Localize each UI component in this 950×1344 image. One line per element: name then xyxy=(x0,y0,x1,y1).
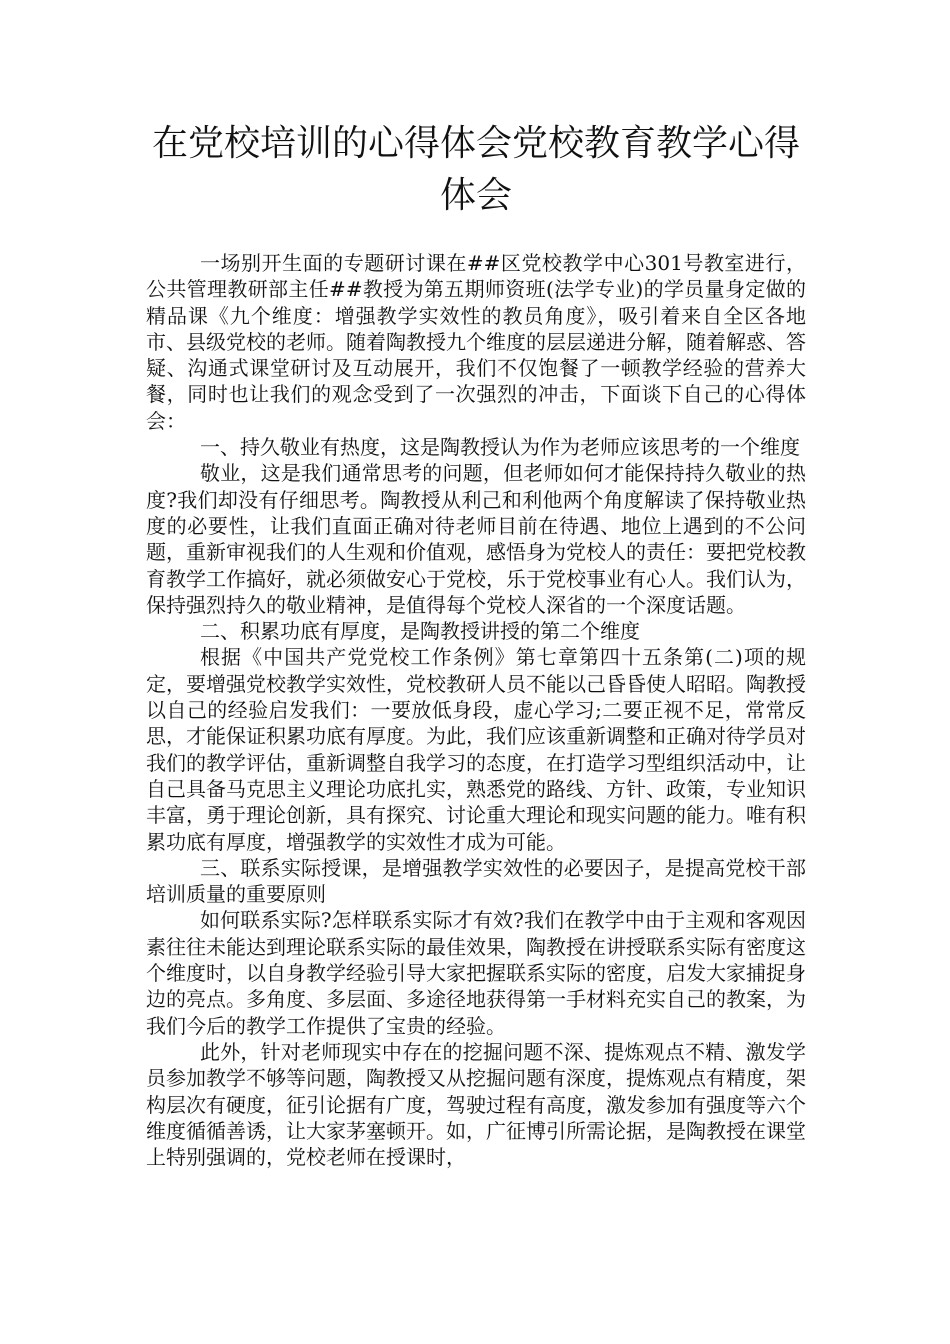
closing-paragraph: 此外，针对老师现实中存在的挖掘问题不深、提炼观点不精、激发学员参加教学不够等问题，陶教授又从挖掘问题有深度，提炼观点有精度，架构层次有硬度，征引论据有广度，驾驶过程有高度，激发参加有强度等六个维度循循善诱，让大家茅塞顿开。如，广征博引所需论据，是陶教授在课堂上特别强调的，党校老师在授课时， xyxy=(146,1039,806,1170)
intro-paragraph: 一场别开生面的专题研讨课在##区党校教学中心301号教室进行，公共管理教研部主任##教授为第五期师资班(法学专业)的学员量身定做的精品课《九个维度：增强教学实效性的教员角度》，吸引着来自全区各地市、县级党校的老师。随着陶教授九个维度的层层递进分解，随着解惑、答疑、沟通式课堂研讨及互动展开，我们不仅饱餐了一顿教学经验的营养大餐，同时也让我们的观念受到了一次强烈的冲击，下面谈下自己的心得体会： xyxy=(146,251,806,433)
document-body xyxy=(146,250,806,1170)
section-paragraph-2: 根据《中国共产党党校工作条例》第七章第四十五条第(二)项的规定，要增强党校教学实效性，党校教研人员不能以己昏昏使人昭昭。陶教授以自己的经验启发我们：一要放低身段，虚心学习;二要正视不足，常常反思，才能保证积累功底有厚度。为此，我们应该重新调整和正确对待学员对我们的教学评估，重新调整自我学习的态度，在打造学习型组织活动中，让自己具备马克思主义理论功底扎实，熟悉党的路线、方针、政策，专业知识丰富，勇于理论创新，具有探究、讨论重大理论和现实问题的能力。唯有积累功底有厚度，增强教学的实效性才成为可能。 xyxy=(146,645,806,854)
document-title: 在党校培训的心得体会党校教育教学心得体会 xyxy=(151,123,800,216)
section-paragraph-3: 如何联系实际?怎样联系实际才有效?我们在教学中由于主观和客观因素往往未能达到理论联系实际的最佳效果，陶教授在讲授联系实际有密度这个维度时，以自身教学经验引导大家把握联系实际的密度，启发大家捕捉身边的亮点。多角度、多层面、多途径地获得第一手材料充实自己的教案，为我们今后的教学工作提供了宝贵的经验。 xyxy=(146,908,806,1038)
section-heading-1: 一、持久敬业有热度，这是陶教授认为作为老师应该思考的一个维度 xyxy=(200,435,800,460)
section-heading-3: 三、联系实际授课，是增强教学实效性的必要因子，是提高党校干部培训质量的重要原则 xyxy=(146,855,806,907)
section-paragraph-1: 敬业，这是我们通常思考的问题，但老师如何才能保持持久敬业的热度?我们却没有仔细思考。陶教授从利己和利他两个角度解读了保持敬业热度的必要性，让我们直面正确对待老师目前在待遇、地位上遇到的不公问题，重新审视我们的人生观和价值观，感悟身为党校人的责任：要把党校教育教学工作搞好，就必须做安心于党校，乐于党校事业有心人。我们认为，保持强烈持久的敬业精神，是值得每个党校人深省的一个深度话题。 xyxy=(146,461,806,617)
document-page xyxy=(146,118,806,1170)
section-heading-2: 二、积累功底有厚度，是陶教授讲授的第二个维度 xyxy=(200,619,640,644)
